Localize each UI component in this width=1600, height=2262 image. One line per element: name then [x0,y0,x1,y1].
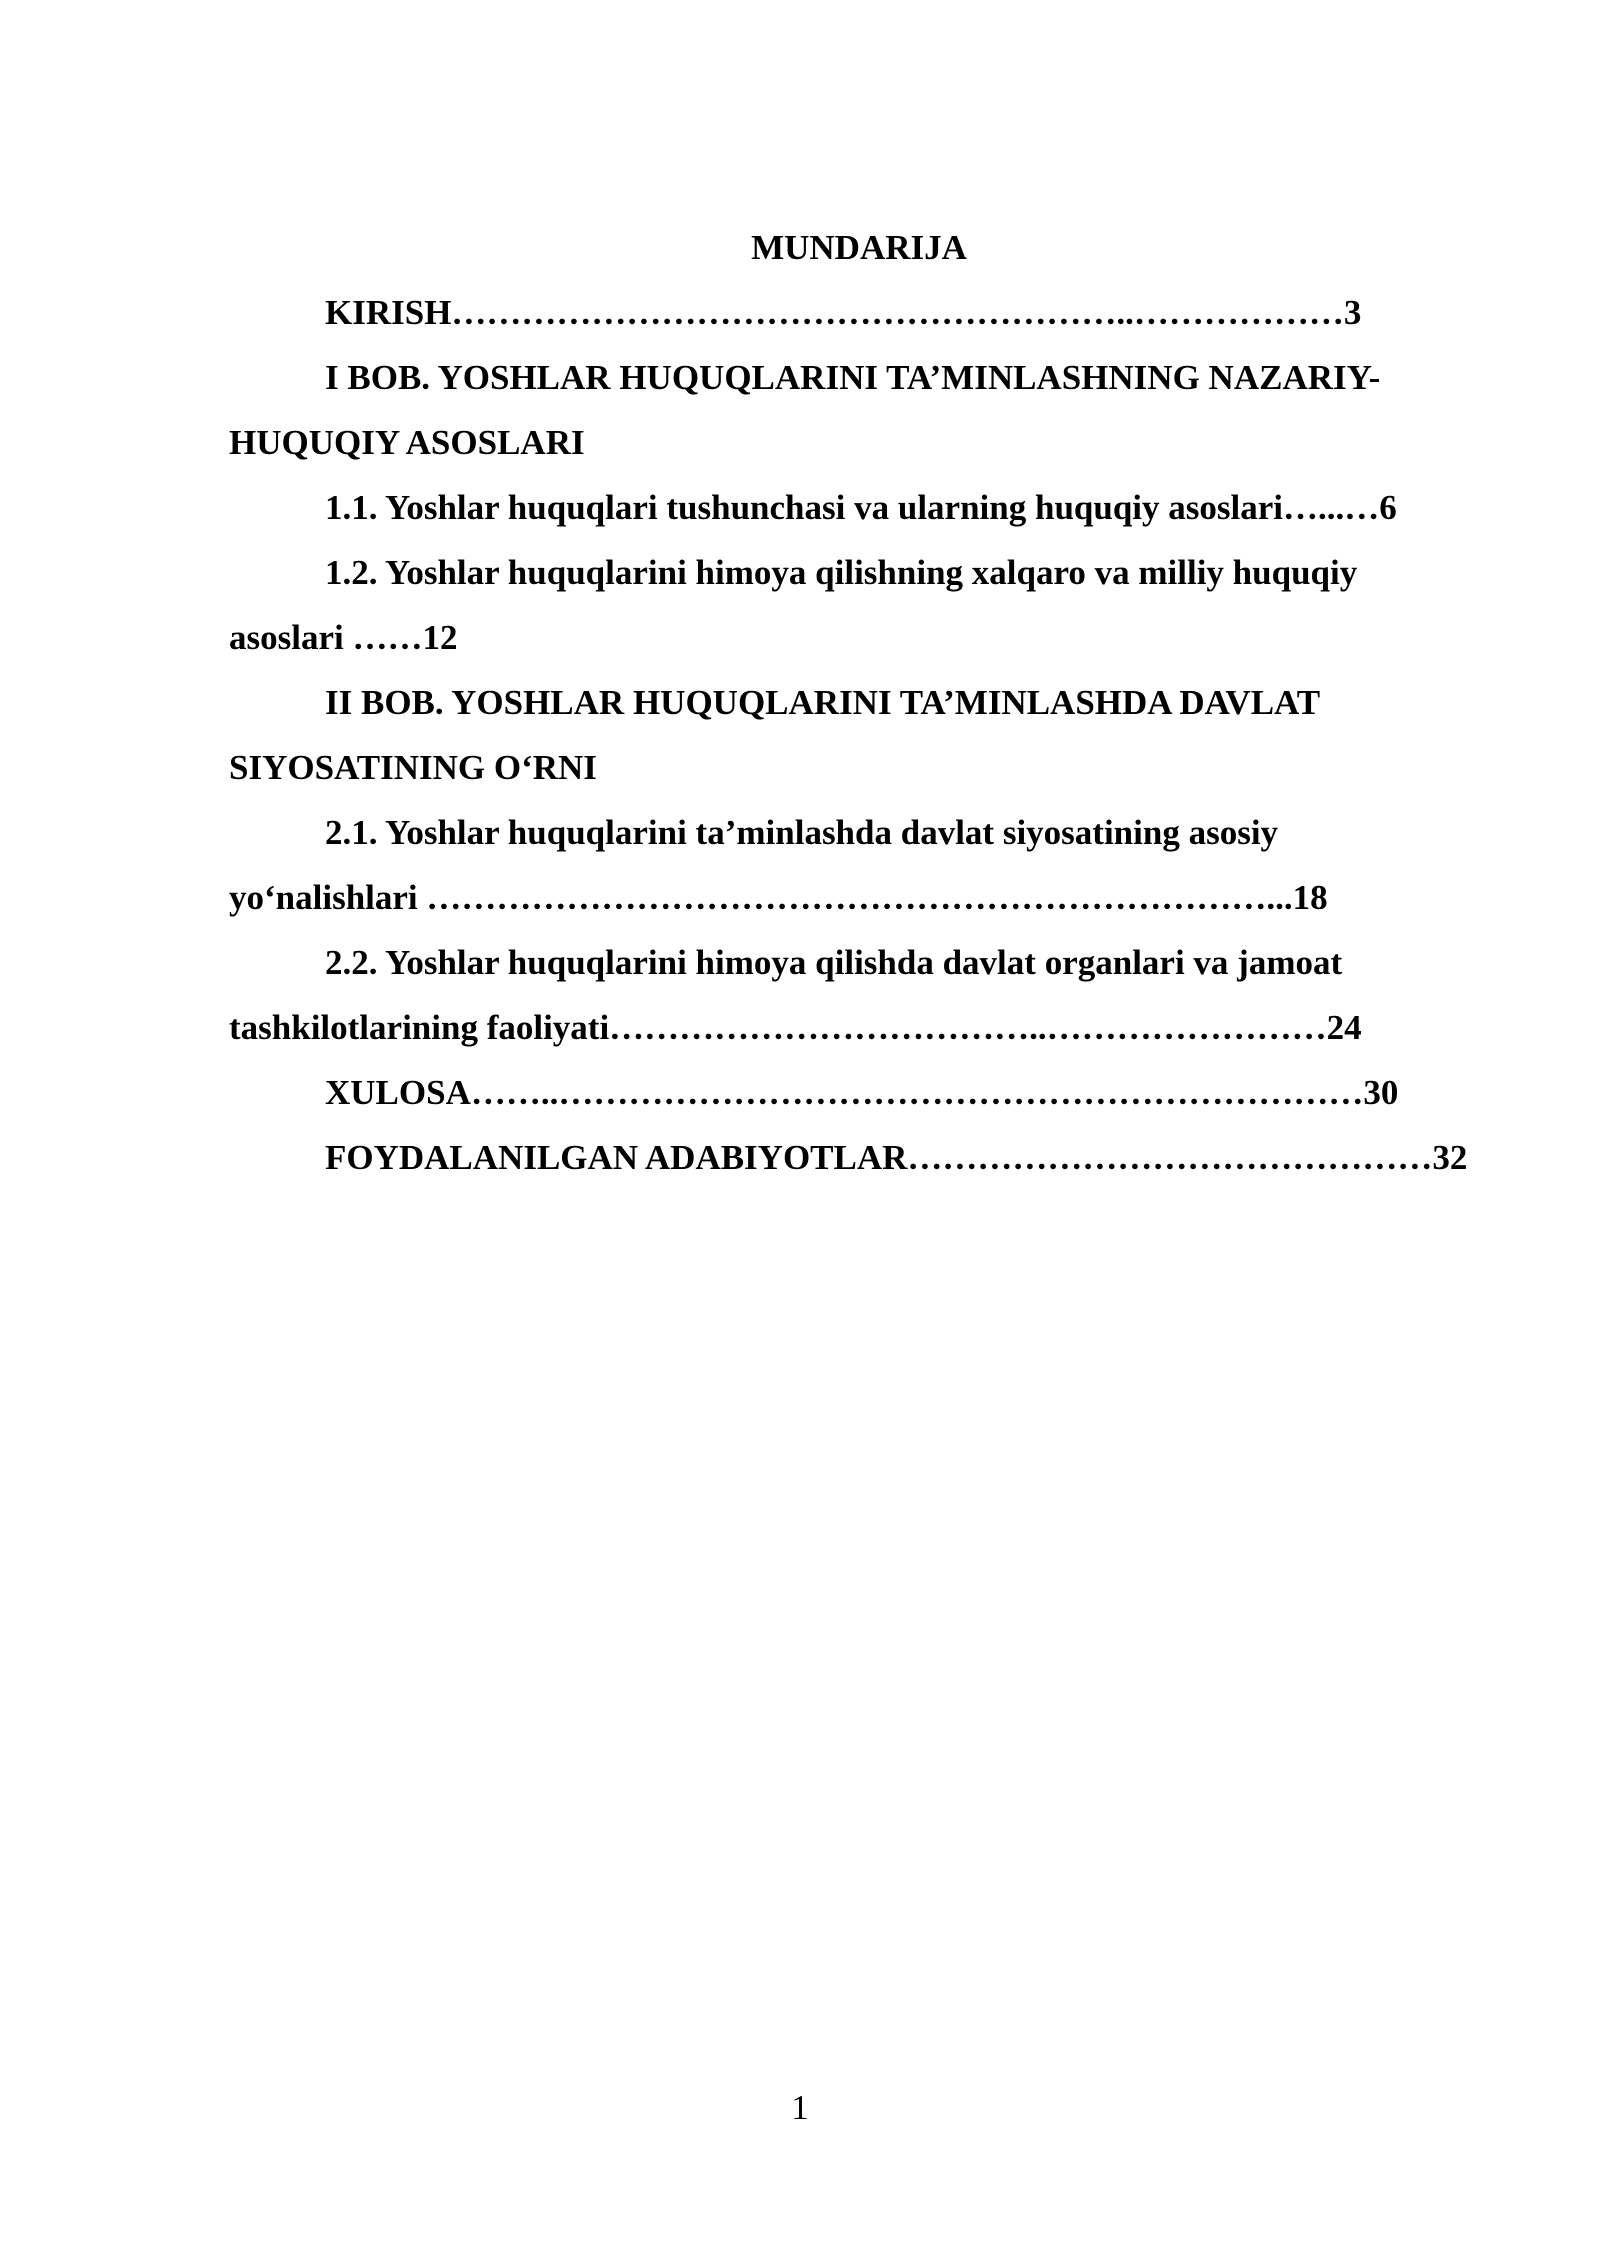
toc-section-1-2-continued: asoslari ……12 [229,618,458,657]
toc-title: MUNDARIJA [751,228,967,267]
toc-section-2-1-continued: yo‘nalishlari ………………………………………………………………...18 [229,878,1328,917]
toc-section-1-1: 1.1. Yoshlar huquqlari tushunchasi va ularning huquqiy asoslari…...…6 [325,488,1397,527]
toc-entry-introduction: KIRISH…………………………………………………..………………3 [325,293,1362,332]
toc-chapter-1-heading: I BOB. YOSHLAR HUQUQLARINI TA’MINLASHNING NAZARIY- [325,358,1381,397]
toc-section-1-2: 1.2. Yoshlar huquqlarini himoya qilishning xalqaro va milliy huquqiy [325,553,1358,592]
toc-chapter-1-heading-continued: HUQUQIY ASOSLARI [229,423,585,462]
table-of-contents [229,215,1489,1190]
toc-section-2-1: 2.1. Yoshlar huquqlarini ta’minlashda davlat siyosatining asosiy [325,813,1279,852]
page-number: 1 [791,2088,809,2127]
toc-entry-conclusion: XULOSA……..……………………………………………………………30 [325,1073,1399,1112]
toc-entry-references: FOYDALANILGAN ADABIYOTLAR………………………………………32 [325,1138,1468,1177]
toc-chapter-2-heading: II BOB. YOSHLAR HUQUQLARINI TA’MINLASHDA DAVLAT [325,683,1321,722]
toc-section-2-2: 2.2. Yoshlar huquqlarini himoya qilishda davlat organlari va jamoat [325,943,1343,982]
toc-chapter-2-heading-continued: SIYOSATINING O‘RNI [229,748,597,787]
toc-section-2-2-continued: tashkilotlarining faoliyati………………………………..……………………24 [229,1008,1362,1047]
